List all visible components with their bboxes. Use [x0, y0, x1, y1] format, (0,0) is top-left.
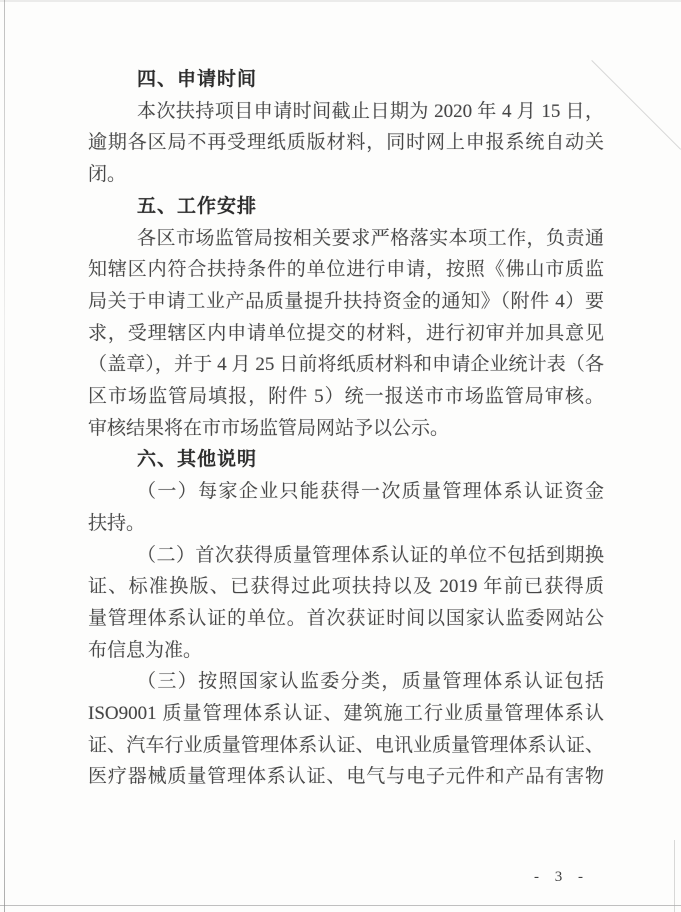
section-heading-application-time: 四、申请时间 — [137, 69, 258, 90]
body-line: 审核结果将在市市场监管局网站予以公示。 — [88, 417, 450, 439]
body-line: 证、标准换版、已获得过此项扶持以及 2019 年前已获得质 — [88, 576, 604, 598]
body-line: 闭。 — [88, 164, 127, 186]
section-heading-work-arrangement: 五、工作安排 — [137, 195, 258, 217]
body-line: 本次扶持项目申请时间截止日期为 2020 年 4 月 15 日， — [137, 100, 604, 122]
body-line: （一）每家企业只能获得一次质量管理体系认证资金 — [137, 481, 604, 503]
body-line: （二）首次获得质量管理体系认证的单位不包括到期换 — [137, 544, 604, 566]
body-line: 逾期各区局不再受理纸质版材料，同时网上申报系统自动关 — [88, 132, 604, 154]
scan-edge-top — [0, 0, 681, 2]
body-line: 布信息为准。 — [88, 639, 203, 661]
body-line: 求，受理辖区内申请单位提交的材料，进行初审并加具意见 — [88, 322, 604, 344]
scan-edge-right — [674, 840, 675, 912]
body-line: 知辖区内符合扶持条件的单位进行申请，按照《佛山市质监 — [88, 259, 604, 281]
document-body — [88, 64, 604, 793]
body-line: 证、汽车行业质量管理体系认证、电讯业质量管理体系认证、 — [88, 734, 604, 756]
body-line: （盖章），并于 4 月 25 日前将纸质材料和申请企业统计表（各 — [88, 354, 604, 376]
body-line: 量管理体系认证的单位。首次获证时间以国家认监委网站公 — [88, 607, 604, 629]
body-line: ISO9001 质量管理体系认证、建筑施工行业质量管理体系认 — [88, 703, 604, 725]
scan-edge-left — [4, 0, 5, 912]
body-line: 各区市场监管局按相关要求严格落实本项工作，负责通 — [137, 227, 604, 249]
body-line: 扶持。 — [88, 512, 146, 534]
scan-edge-bottom — [0, 905, 681, 906]
section-heading-other-notes: 六、其他说明 — [137, 449, 258, 471]
body-line: （三）按照国家认监委分类，质量管理体系认证包括 — [137, 671, 604, 693]
scan-corner-artifact — [591, 60, 681, 150]
body-line: 医疗器械质量管理体系认证、电气与电子元件和产品有害物 — [88, 766, 604, 788]
body-line: 局关于申请工业产品质量提升扶持资金的通知》（附件 4）要 — [88, 290, 604, 312]
body-line: 区市场监管局填报，附件 5）统一报送市市场监管局审核。 — [88, 386, 604, 408]
page-number: - 3 - — [534, 869, 589, 885]
